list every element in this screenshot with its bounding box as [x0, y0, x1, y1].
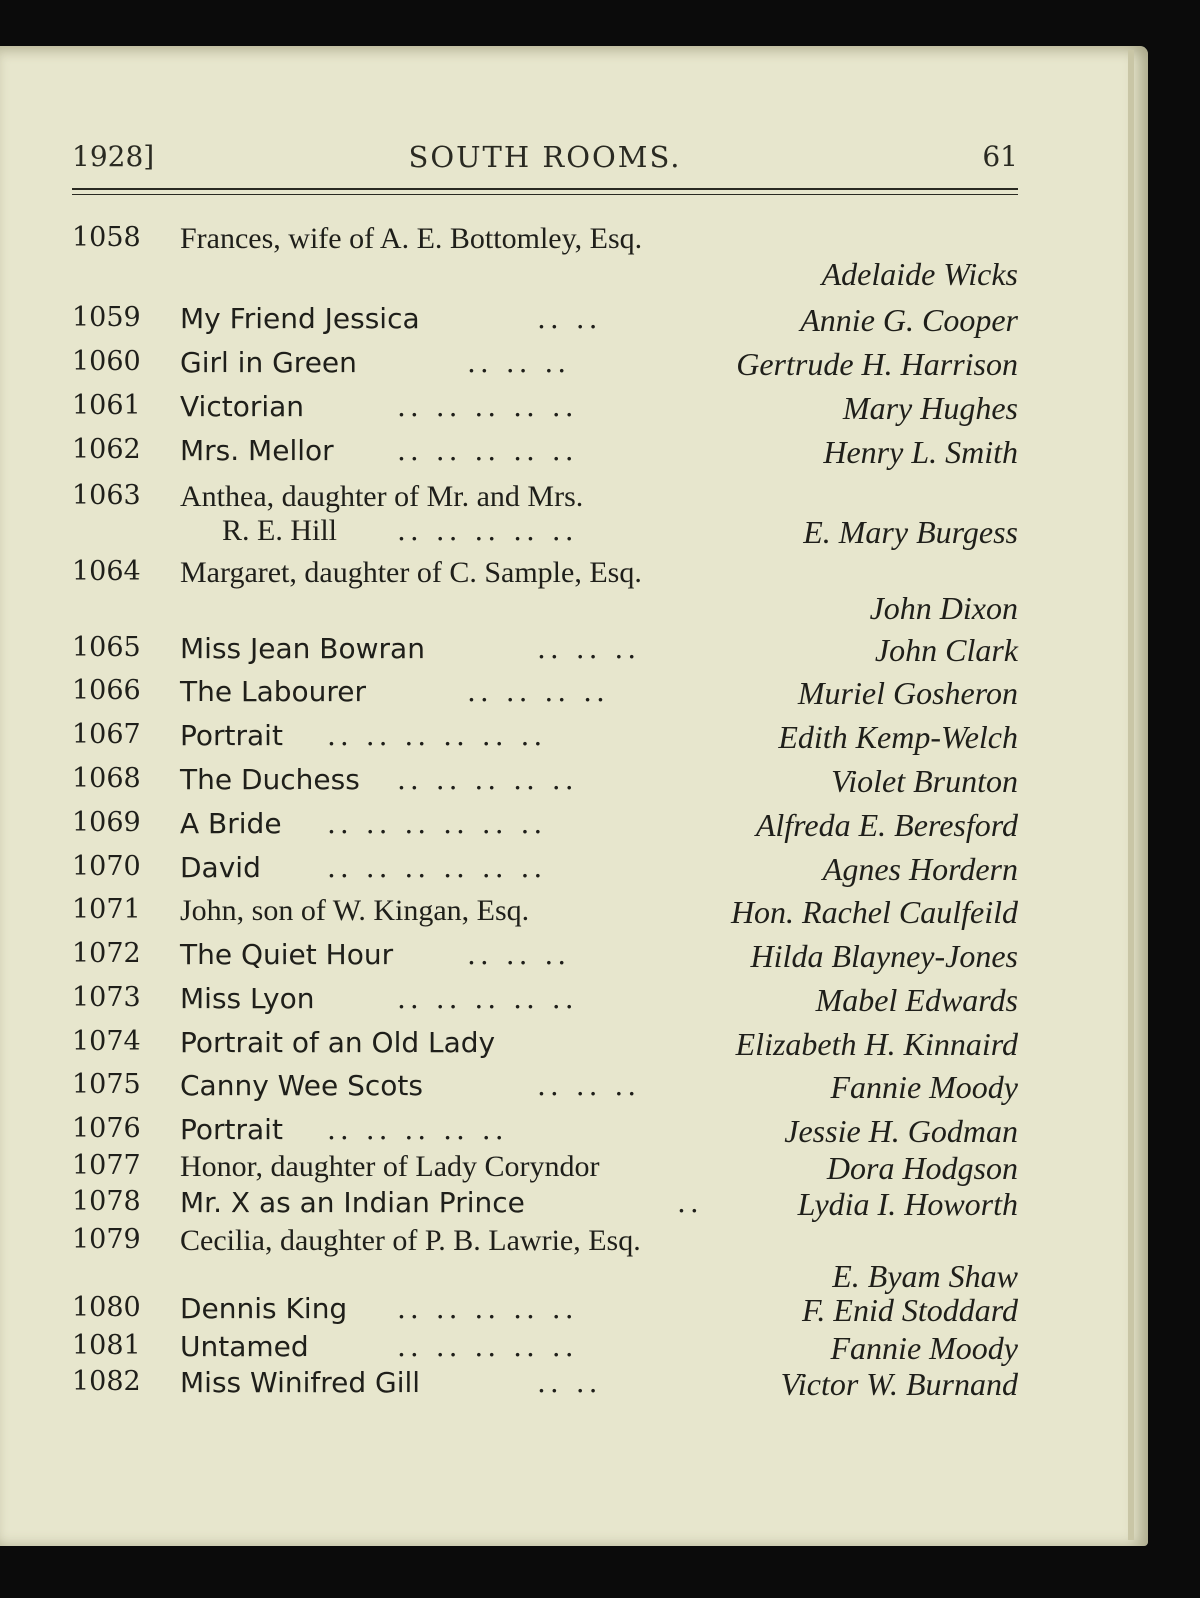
entry-title: Victorian	[180, 390, 305, 423]
leader-dots: .. .. .. .. .. ..	[327, 807, 547, 840]
entry-artist: Agnes Hordern	[822, 851, 1018, 887]
leader-dots: .. ..	[537, 1366, 602, 1399]
entry-title: The Duchess	[180, 763, 360, 796]
entry-number: 1074	[72, 1026, 141, 1057]
page-number: 61	[982, 140, 1018, 173]
entry-title: Miss Lyon	[180, 982, 315, 1015]
entry-number: 1073	[72, 982, 141, 1013]
entry-title: Honor, daughter of Lady Coryndor	[180, 1150, 600, 1183]
entry-title: My Friend Jessica	[180, 302, 420, 335]
entry-number: 1071	[72, 894, 141, 925]
leader-dots: .. .. .. .. ..	[397, 390, 578, 423]
entry-number: 1060	[72, 346, 141, 377]
entry-artist: E. Mary Burgess	[803, 514, 1018, 550]
entry-number: 1062	[72, 434, 141, 465]
entry-title: Canny Wee Scots	[180, 1069, 423, 1102]
entry-title: Miss Jean Bowran	[180, 632, 425, 665]
entry-title: Margaret, daughter of C. Sample, Esq.	[180, 556, 642, 589]
entry-number: 1081	[72, 1330, 141, 1361]
entry-title: A Bride	[180, 807, 282, 840]
leader-dots: .. .. .. .. .. ..	[327, 851, 547, 884]
leader-dots: .. .. ..	[467, 938, 571, 971]
entry-artist: Fannie Moody	[830, 1330, 1018, 1366]
entry-number: 1077	[72, 1150, 141, 1181]
entry-artist: E. Byam Shaw	[832, 1258, 1018, 1294]
entry-artist: Mary Hughes	[842, 390, 1018, 426]
leader-dots: .. .. .. .. .. ..	[327, 719, 547, 752]
leader-dots: .. .. .. .. ..	[397, 1292, 578, 1325]
entry-number: 1078	[72, 1186, 141, 1217]
entry-number: 1059	[72, 302, 141, 333]
entry-artist: Edith Kemp-Welch	[778, 719, 1018, 755]
entry-title: Portrait	[180, 719, 283, 752]
leader-dots: .. .. .. .. ..	[397, 1330, 578, 1363]
entry-number: 1068	[72, 763, 141, 794]
entry-number: 1080	[72, 1292, 141, 1323]
entry-artist: Annie G. Cooper	[800, 302, 1018, 338]
entry-title: Frances, wife of A. E. Bottomley, Esq.	[180, 222, 643, 255]
entry-artist: John Dixon	[869, 590, 1018, 626]
entry-artist: Elizabeth H. Kinnaird	[735, 1026, 1018, 1062]
entry-number: 1064	[72, 556, 141, 587]
entry-number: 1061	[72, 390, 141, 421]
entry-number: 1079	[72, 1224, 141, 1255]
entry-title: Untamed	[180, 1330, 309, 1363]
entry-artist: Gertrude H. Harrison	[736, 346, 1018, 382]
entry-artist: F. Enid Stoddard	[801, 1292, 1018, 1328]
entry-artist: Alfreda E. Beresford	[755, 807, 1018, 843]
leader-dots: .. .. .. .. ..	[327, 1113, 508, 1146]
entry-artist: Victor W. Burnand	[780, 1366, 1018, 1402]
entry-artist: Mabel Edwards	[815, 982, 1018, 1018]
entry-number: 1069	[72, 807, 141, 838]
entry-artist: Hilda Blayney-Jones	[750, 938, 1018, 974]
entry-title: Girl in Green	[180, 346, 357, 379]
leader-dots: .. .. ..	[537, 632, 641, 665]
entry-title: Dennis King	[180, 1292, 348, 1325]
header-year: 1928]	[72, 140, 155, 173]
entry-artist: John Clark	[874, 632, 1018, 668]
entry-title: Portrait of an Old Lady	[180, 1026, 496, 1059]
entry-number: 1063	[72, 480, 141, 511]
entry-title: John, son of W. Kingan, Esq.	[180, 894, 530, 927]
entry-artist: Fannie Moody	[830, 1069, 1018, 1105]
leader-dots: .. .. .. .. ..	[397, 763, 578, 796]
entry-number: 1066	[72, 675, 141, 706]
entry-number: 1065	[72, 632, 141, 663]
entry-title: Mr. X as an Indian Prince	[180, 1186, 525, 1219]
leader-dots: .. .. .. .. ..	[397, 514, 578, 547]
entry-artist: Lydia I. Howorth	[797, 1186, 1018, 1222]
leader-dots: ..	[677, 1186, 703, 1219]
entry-title-continued: R. E. Hill	[222, 514, 338, 547]
leader-dots: .. .. .. ..	[467, 675, 609, 708]
entry-artist: Violet Brunton	[831, 763, 1018, 799]
entry-title: Anthea, daughter of Mr. and Mrs.	[180, 480, 584, 513]
entry-title: Miss Winifred Gill	[180, 1366, 421, 1399]
header-title: SOUTH ROOMS.	[408, 140, 682, 174]
leader-dots: .. .. .. .. ..	[397, 434, 578, 467]
entry-number: 1070	[72, 851, 141, 882]
leader-dots: .. .. .. .. ..	[397, 982, 578, 1015]
entry-title: David	[180, 851, 261, 884]
entry-title: The Labourer	[180, 675, 367, 708]
entry-number: 1067	[72, 719, 141, 750]
entry-artist: Dora Hodgson	[826, 1150, 1018, 1186]
entry-number: 1072	[72, 938, 141, 969]
entry-artist: Hon. Rachel Caulfeild	[730, 894, 1018, 930]
entry-artist: Henry L. Smith	[823, 434, 1018, 470]
entry-number: 1058	[72, 222, 141, 253]
entry-artist: Muriel Gosheron	[797, 675, 1018, 711]
entry-artist: Adelaide Wicks	[821, 256, 1018, 292]
entry-number: 1075	[72, 1069, 141, 1100]
leader-dots: .. .. ..	[537, 1069, 641, 1102]
entry-title: Cecilia, daughter of P. B. Lawrie, Esq.	[180, 1224, 641, 1257]
entry-title: Mrs. Mellor	[180, 434, 334, 467]
entry-artist: Jessie H. Godman	[784, 1113, 1018, 1149]
entry-number: 1082	[72, 1366, 141, 1397]
entry-title: The Quiet Hour	[180, 938, 394, 971]
entry-title: Portrait	[180, 1113, 283, 1146]
entry-number: 1076	[72, 1113, 141, 1144]
leader-dots: .. .. ..	[467, 346, 571, 379]
leader-dots: .. ..	[537, 302, 602, 335]
